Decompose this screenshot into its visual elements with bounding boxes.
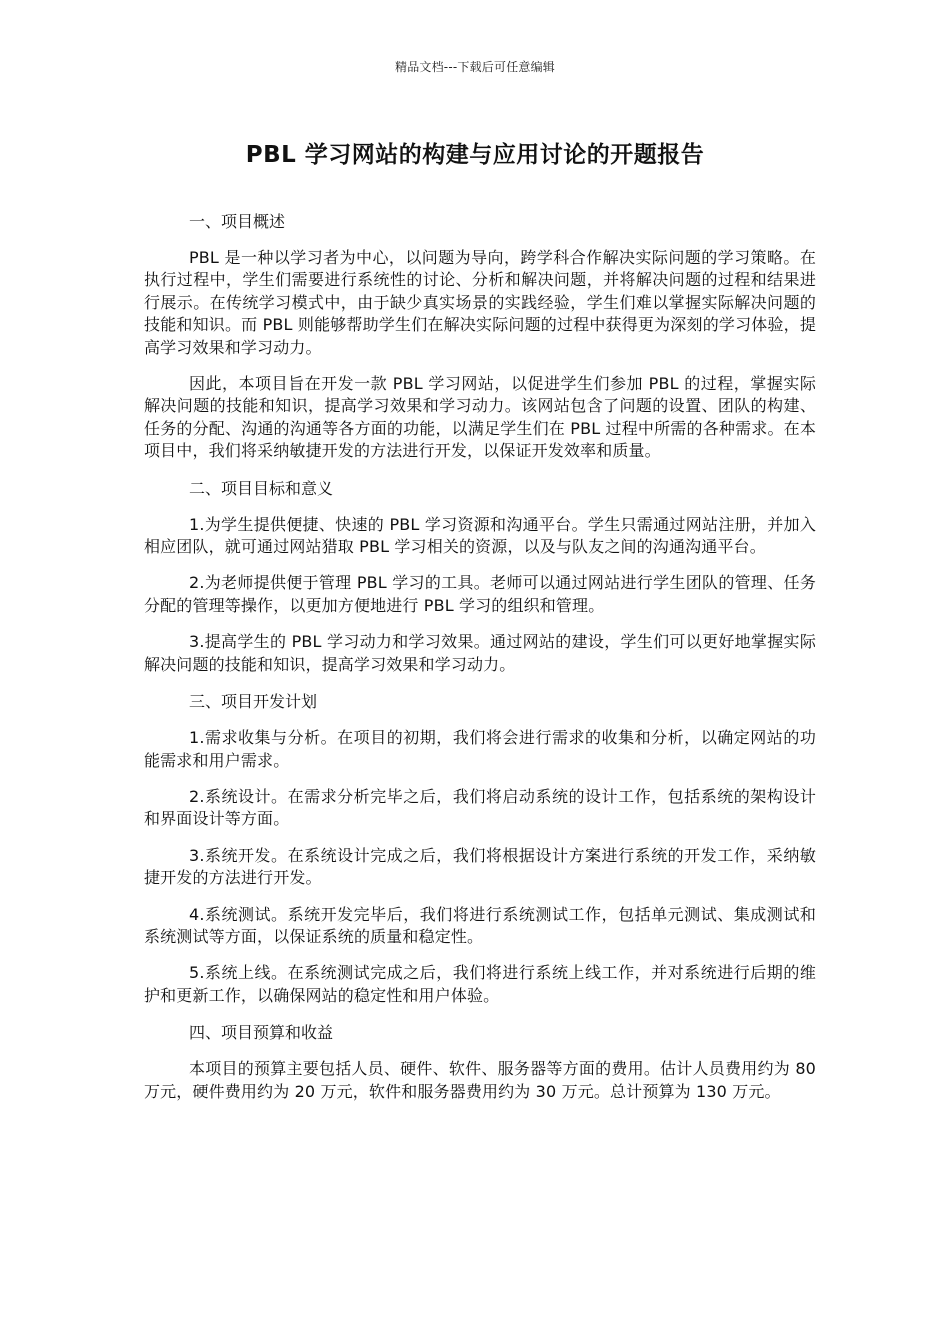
document-title: PBL 学习网站的构建与应用讨论的开题报告 <box>245 142 705 168</box>
section-heading: 三、项目开发计划 <box>189 692 318 712</box>
paragraph: 5.系统上线。在系统测试完成之后，我们将进行系统上线工作，并对系统进行后期的维护和更新工作，以确保网站的稳定性和用户体验。 <box>144 963 816 1005</box>
section-plan <box>144 690 816 1007</box>
document-body <box>144 210 816 1117</box>
paragraph: 3.系统开发。在系统设计完成之后，我们将根据设计方案进行系统的开发工作，采纳敏捷开发的方法进行开发。 <box>144 845 816 888</box>
section-heading: 四、项目预算和收益 <box>189 1023 334 1043</box>
paragraph: 2.系统设计。在需求分析完毕之后，我们将启动系统的设计工作，包括系统的架构设计和界面设计等方面。 <box>144 786 816 829</box>
paragraph: 1.为学生提供便捷、快速的 PBL 学习资源和沟通平台。学生只需通过网站注册，并加入相应团队，就可通过网站猎取 PBL 学习相关的资源，以及与队友之间的沟通沟通平台。 <box>144 514 816 557</box>
paragraph: 3.提高学生的 PBL 学习动力和学习效果。通过网站的建设，学生们可以更好地掌握实际解决问题的技能和知识，提高学习效果和学习动力。 <box>144 632 816 674</box>
paragraph: 本项目的预算主要包括人员、硬件、软件、服务器等方面的费用。估计人员费用约为 80 万元，硬件费用约为 20 万元，软件和服务器费用约为 30 万元。总计预算为 130 万元。 <box>144 1059 816 1101</box>
paragraph: PBL 是一种以学习者为中心，以问题为导向，跨学科合作解决实际问题的学习策略。在执行过程中，学生们需要进行系统性的讨论、分析和解决问题，并将解决问题的过程和结果进行展示。在传统学习模式中，由于缺少真实场景的实践经验，学生们难以掌握实际解决问题的技能和知识。而 PBL 则能够帮助学生们在解决实际问题的过程中获得更为深刻的学习体验，提高学习效果和学习动力。 <box>144 248 816 357</box>
paragraph: 2.为老师提供便于管理 PBL 学习的工具。老师可以通过网站进行学生团队的管理、任务分配的管理等操作，以更加方便地进行 PBL 学习的组织和管理。 <box>144 573 816 615</box>
paragraph: 1.需求收集与分析。在项目的初期，我们将会进行需求的收集和分析，以确定网站的功能需求和用户需求。 <box>144 728 816 770</box>
section-overview <box>144 210 816 463</box>
section-budget <box>144 1021 816 1103</box>
section-heading: 二、项目目标和意义 <box>189 478 334 498</box>
section-heading: 一、项目概述 <box>189 212 286 231</box>
page-header-note: 精品文档---下载后可任意编辑 <box>395 60 555 74</box>
paragraph: 因此，本项目旨在开发一款 PBL 学习网站，以促进学生们参加 PBL 的过程，掌握实际解决问题的技能和知识，提高学习效果和学习动力。该网站包含了问题的设置、团队的构建、任务的分配、沟通的沟通等各方面的功能，以满足学生们在 PBL 过程中所需的各种需求。在本项目中，我们将采纳敏捷开发的方法进行开发，以保证开发效率和质量。 <box>144 374 816 461</box>
paragraph: 4.系统测试。系统开发完毕后，我们将进行系统测试工作，包括单元测试、集成测试和系统测试等方面，以保证系统的质量和稳定性。 <box>144 904 816 946</box>
section-goals <box>144 477 816 676</box>
